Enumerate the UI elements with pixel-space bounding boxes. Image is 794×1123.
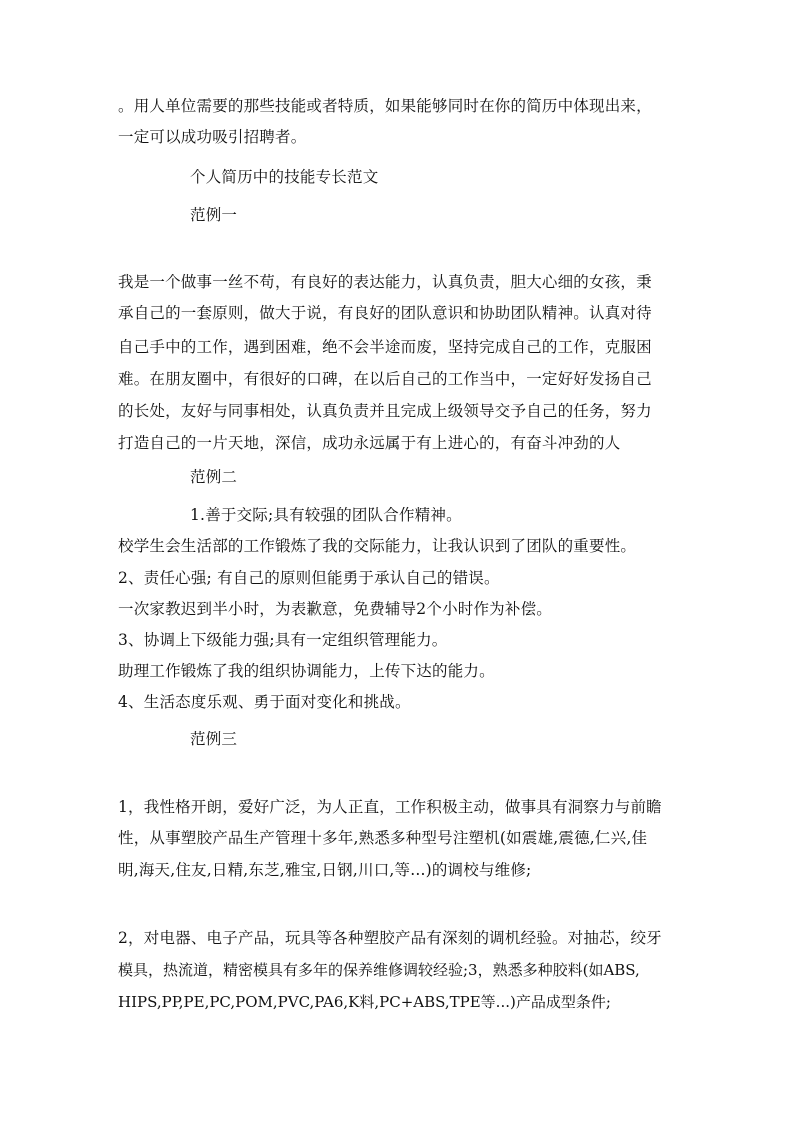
example3-line: HIPS,PP,PE,PC,POM,PVC,PA6,K料,PC+ABS,TPE等...)产品成型条件; (118, 993, 611, 1011)
example1-line: 自己手中的工作，遇到困难，绝不会半途而废，坚持完成自己的工作，克服困 (118, 338, 652, 356)
example1-heading: 范例一 (190, 206, 238, 224)
example1-line: 难。在朋友圈中，有很好的口碑，在以后自己的工作当中，一定好好发扬自己 (118, 370, 652, 388)
example1-line: 打造自己的一片天地，深信，成功永远属于有上进心的，有奋斗冲劲的人 (118, 434, 621, 452)
example2-item: 1.善于交际;具有较强的团队合作精神。 (190, 506, 462, 524)
document-title: 个人简历中的技能专长范文 (190, 168, 379, 186)
example3-line: 模具，热流道，精密模具有多年的保养维修调较经验;3，熟悉多种胶料(如ABS, (118, 961, 640, 979)
example1-line: 承自己的一套原则，做大于说，有良好的团队意识和协助团队精神。认真对待 (118, 304, 652, 322)
example2-item: 助理工作锻炼了我的组织协调能力，上传下达的能力。 (118, 662, 495, 680)
example2-heading: 范例二 (190, 468, 238, 486)
example2-item: 一次家教迟到半小时，为表歉意，免费辅导2个小时作为补偿。 (118, 600, 552, 618)
example1-line: 我是一个做事一丝不苟，有良好的表达能力，认真负责，胆大心细的女孩，秉 (118, 273, 652, 291)
intro-line: 一定可以成功吸引招聘者。 (118, 128, 307, 146)
example2-item: 2、责任心强; 有自己的原则但能勇于承认自己的错误。 (118, 569, 500, 587)
example2-item: 3、协调上下级能力强;具有一定组织管理能力。 (118, 631, 448, 649)
example3-line: 性，从事塑胶产品生产管理十多年,熟悉多种型号注塑机(如震雄,震德,仁兴,佳 (118, 829, 648, 847)
intro-line: 。用人单位需要的那些技能或者特质，如果能够同时在你的简历中体现出来， (118, 97, 652, 115)
example1-line: 的长处，友好与同事相处，认真负责并且完成上级领导交予自己的任务，努力 (118, 402, 652, 420)
example3-heading: 范例三 (190, 730, 238, 748)
example3-line: 明,海天,住友,日精,东芝,雅宝,日钢,川口,等...)的调校与维修; (118, 861, 532, 879)
example3-line: 1，我性格开朗，爱好广泛，为人正直，工作积极主动，做事具有洞察力与前瞻 (118, 798, 662, 816)
example2-item: 校学生会生活部的工作锻炼了我的交际能力，让我认识到了团队的重要性。 (118, 537, 637, 555)
example2-item: 4、生活态度乐观、勇于面对变化和挑战。 (118, 693, 411, 711)
example3-line: 2，对电器、电子产品，玩具等各种塑胶产品有深刻的调机经验。对抽芯，绞牙 (118, 929, 662, 947)
